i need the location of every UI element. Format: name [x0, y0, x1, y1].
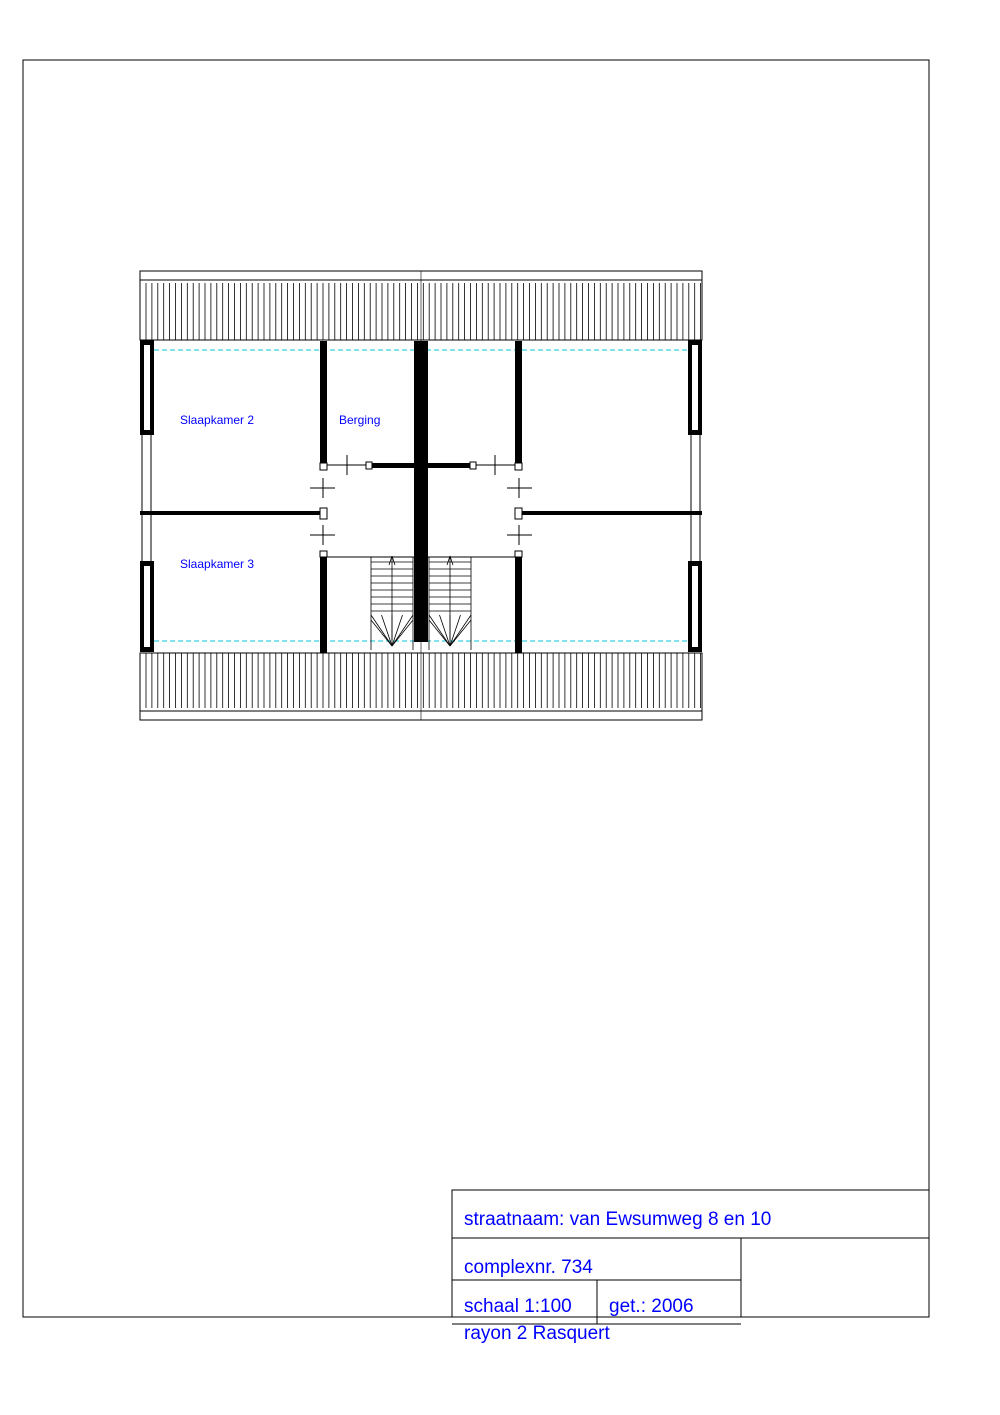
staircase-left — [371, 556, 413, 650]
wall-divider-left — [140, 511, 320, 515]
roof-battens-top — [146, 283, 701, 340]
stair-winder — [429, 615, 450, 646]
wall-right-unit-south — [428, 463, 473, 468]
title-block — [452, 1190, 929, 1326]
party-wall-right — [421, 341, 428, 642]
stair-winder — [371, 620, 392, 646]
schaal-text: schaal 1:100 — [464, 1296, 572, 1317]
door-post-8 — [515, 551, 522, 557]
door-post-5 — [515, 463, 522, 470]
wall-berging-west-upper — [320, 341, 327, 467]
wall-right-unit-upper — [515, 341, 522, 467]
room-label-berging: Berging — [339, 413, 381, 427]
window-left-upper — [144, 345, 150, 430]
door-post-3 — [320, 508, 327, 519]
wall-right-unit-lower — [515, 553, 522, 653]
wall-berging-south — [369, 463, 414, 468]
stair-winder — [429, 620, 450, 646]
room-label-slaapkamer-2: Slaapkamer 2 — [180, 413, 255, 427]
door-post-7 — [515, 508, 522, 519]
getekend-text: get.: 2006 — [609, 1296, 694, 1317]
door-post-6 — [470, 462, 476, 469]
complexnr-text: complexnr. 734 — [464, 1257, 593, 1278]
room-label-slaapkamer-3: Slaapkamer 3 — [180, 557, 255, 571]
stair-winder — [450, 620, 471, 646]
roof-battens-bottom — [146, 653, 701, 708]
stair-winder — [392, 620, 413, 646]
staircase-right — [429, 556, 471, 650]
window-right-lower — [692, 566, 698, 647]
straatnaam-text: straatnaam: van Ewsumweg 8 en 10 — [464, 1209, 772, 1230]
wall-berging-west-lower — [320, 553, 327, 653]
door-post-2 — [366, 462, 372, 469]
door-post-1 — [320, 463, 327, 470]
floor-plan — [140, 271, 702, 720]
window-right-upper — [692, 345, 698, 430]
wall-divider-right — [522, 511, 702, 515]
party-wall-left — [414, 341, 421, 642]
window-left-lower — [144, 566, 150, 647]
rayon-row: rayon 2 Rasquert — [464, 1323, 610, 1344]
door-post-4 — [320, 551, 327, 557]
